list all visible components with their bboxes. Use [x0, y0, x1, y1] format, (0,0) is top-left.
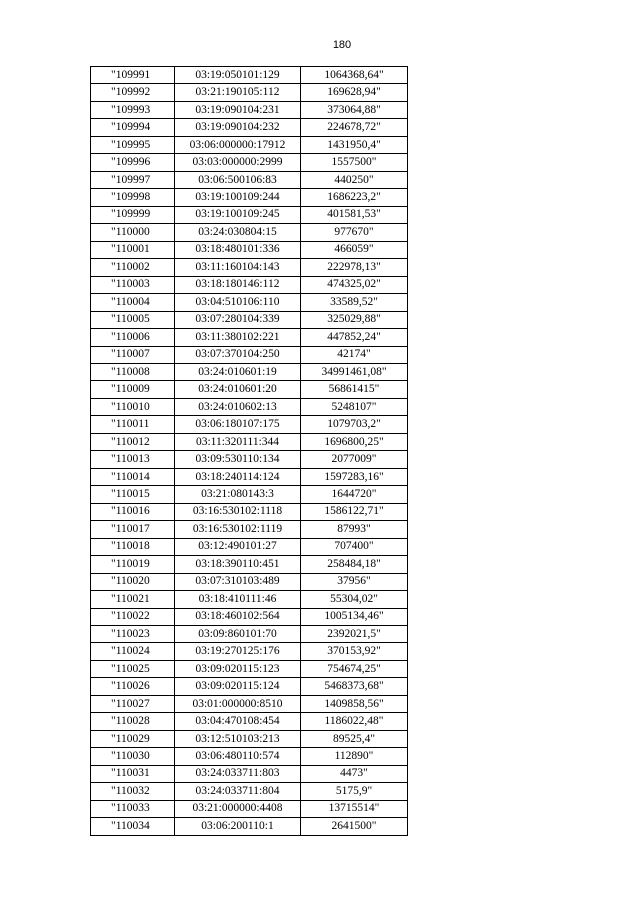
row-id-cell: "110024	[91, 643, 175, 660]
row-id-cell: "110031	[91, 765, 175, 782]
cadastral-value-cell: 1644720"	[301, 486, 408, 503]
cadastral-value-cell: 42174"	[301, 346, 408, 363]
cadastral-number-cell: 03:19:270125:176	[175, 643, 301, 660]
table-row	[91, 503, 408, 520]
cadastral-number-cell: 03:06:500106:83	[175, 171, 301, 188]
cadastral-value-cell: 1597283,16"	[301, 468, 408, 485]
cadastral-number-cell: 03:07:280104:339	[175, 311, 301, 328]
row-id-cell: "109991	[91, 67, 175, 84]
cadastral-value-cell: 474325,02"	[301, 276, 408, 293]
table-row	[91, 783, 408, 800]
table-row	[91, 241, 408, 258]
cadastral-number-cell: 03:01:000000:8510	[175, 695, 301, 712]
table-row	[91, 468, 408, 485]
cadastral-value-cell: 2392021,5"	[301, 626, 408, 643]
table-row	[91, 608, 408, 625]
row-id-cell: "109992	[91, 84, 175, 101]
table-row	[91, 730, 408, 747]
cadastral-number-cell: 03:24:010602:13	[175, 398, 301, 415]
row-id-cell: "110011	[91, 416, 175, 433]
cadastral-number-cell: 03:18:480101:336	[175, 241, 301, 258]
cadastral-number-cell: 03:18:410111:46	[175, 591, 301, 608]
cadastral-value-cell: 222978,13"	[301, 259, 408, 276]
row-id-cell: "110023	[91, 626, 175, 643]
cadastral-value-cell: 224678,72"	[301, 119, 408, 136]
row-id-cell: "110013	[91, 451, 175, 468]
page-number: 180	[332, 39, 352, 51]
cadastral-value-table	[90, 66, 408, 836]
cadastral-value-cell: 55304,02"	[301, 591, 408, 608]
cadastral-value-cell: 1696800,25"	[301, 433, 408, 450]
cadastral-number-cell: 03:11:160104:143	[175, 259, 301, 276]
row-id-cell: "110009	[91, 381, 175, 398]
row-id-cell: "110004	[91, 294, 175, 311]
cadastral-value-cell: 466059"	[301, 241, 408, 258]
cadastral-value-cell: 1005134,46"	[301, 608, 408, 625]
cadastral-number-cell: 03:24:033711:803	[175, 765, 301, 782]
table-row	[91, 346, 408, 363]
cadastral-number-cell: 03:06:200110:1	[175, 818, 301, 835]
cadastral-value-cell: 447852,24"	[301, 329, 408, 346]
table-row	[91, 224, 408, 241]
table-row	[91, 573, 408, 590]
cadastral-value-cell: 4473"	[301, 765, 408, 782]
cadastral-value-cell: 401581,53"	[301, 206, 408, 223]
cadastral-value-cell: 1064368,64"	[301, 67, 408, 84]
table-row	[91, 818, 408, 835]
table-row	[91, 486, 408, 503]
cadastral-value-cell: 5248107"	[301, 398, 408, 415]
cadastral-number-cell: 03:11:380102:221	[175, 329, 301, 346]
table-row	[91, 381, 408, 398]
cadastral-number-cell: 03:04:470108:454	[175, 713, 301, 730]
row-id-cell: "110015	[91, 486, 175, 503]
row-id-cell: "110002	[91, 259, 175, 276]
table-row	[91, 206, 408, 223]
cadastral-value-cell: 33589,52"	[301, 294, 408, 311]
cadastral-value-cell: 37956"	[301, 573, 408, 590]
cadastral-number-cell: 03:24:030804:15	[175, 224, 301, 241]
cadastral-value-cell: 169628,94"	[301, 84, 408, 101]
row-id-cell: "110000	[91, 224, 175, 241]
table-row	[91, 84, 408, 101]
row-id-cell: "110006	[91, 329, 175, 346]
cadastral-value-cell: 258484,18"	[301, 556, 408, 573]
row-id-cell: "110003	[91, 276, 175, 293]
cadastral-number-cell: 03:12:490101:27	[175, 538, 301, 555]
row-id-cell: "110014	[91, 468, 175, 485]
cadastral-value-cell: 2641500"	[301, 818, 408, 835]
cadastral-number-cell: 03:03:000000:2999	[175, 154, 301, 171]
cadastral-number-cell: 03:19:050101:129	[175, 67, 301, 84]
cadastral-value-cell: 1586122,71"	[301, 503, 408, 520]
cadastral-value-cell: 13715514"	[301, 800, 408, 817]
cadastral-value-cell: 1079703,2"	[301, 416, 408, 433]
cadastral-number-cell: 03:06:180107:175	[175, 416, 301, 433]
cadastral-number-cell: 03:04:510106:110	[175, 294, 301, 311]
cadastral-value-cell: 5175,9"	[301, 783, 408, 800]
row-id-cell: "110033	[91, 800, 175, 817]
row-id-cell: "109993	[91, 101, 175, 118]
row-id-cell: "109997	[91, 171, 175, 188]
cadastral-number-cell: 03:07:310103:489	[175, 573, 301, 590]
table-row	[91, 136, 408, 153]
row-id-cell: "110007	[91, 346, 175, 363]
table-row	[91, 67, 408, 84]
table-row	[91, 800, 408, 817]
table-body	[91, 67, 408, 836]
table-row	[91, 556, 408, 573]
cadastral-number-cell: 03:21:000000:4408	[175, 800, 301, 817]
table-row	[91, 259, 408, 276]
cadastral-number-cell: 03:18:240114:124	[175, 468, 301, 485]
cadastral-number-cell: 03:21:080143:3	[175, 486, 301, 503]
cadastral-number-cell: 03:16:530102:1119	[175, 521, 301, 538]
cadastral-value-cell: 112890"	[301, 748, 408, 765]
table-row	[91, 276, 408, 293]
cadastral-number-cell: 03:19:090104:231	[175, 101, 301, 118]
row-id-cell: "110029	[91, 730, 175, 747]
cadastral-number-cell: 03:18:180146:112	[175, 276, 301, 293]
cadastral-number-cell: 03:24:010601:19	[175, 363, 301, 380]
table-row	[91, 521, 408, 538]
table-row	[91, 695, 408, 712]
table-row	[91, 643, 408, 660]
table-row	[91, 660, 408, 677]
cadastral-number-cell: 03:09:020115:124	[175, 678, 301, 695]
row-id-cell: "110019	[91, 556, 175, 573]
table-row	[91, 678, 408, 695]
cadastral-number-cell: 03:06:480110:574	[175, 748, 301, 765]
cadastral-number-cell: 03:12:510103:213	[175, 730, 301, 747]
table-row	[91, 294, 408, 311]
cadastral-value-cell: 1431950,4"	[301, 136, 408, 153]
cadastral-value-cell: 87993"	[301, 521, 408, 538]
row-id-cell: "110025	[91, 660, 175, 677]
cadastral-number-cell: 03:06:000000:17912	[175, 136, 301, 153]
table-row	[91, 765, 408, 782]
table-row	[91, 451, 408, 468]
row-id-cell: "110008	[91, 363, 175, 380]
cadastral-value-cell: 325029,88"	[301, 311, 408, 328]
row-id-cell: "110027	[91, 695, 175, 712]
cadastral-number-cell: 03:19:100109:244	[175, 189, 301, 206]
cadastral-number-cell: 03:09:530110:134	[175, 451, 301, 468]
row-id-cell: "110028	[91, 713, 175, 730]
cadastral-value-cell: 370153,92"	[301, 643, 408, 660]
table-row	[91, 416, 408, 433]
cadastral-number-cell: 03:18:460102:564	[175, 608, 301, 625]
table-row	[91, 713, 408, 730]
cadastral-number-cell: 03:21:190105:112	[175, 84, 301, 101]
table-row	[91, 171, 408, 188]
row-id-cell: "110016	[91, 503, 175, 520]
row-id-cell: "109995	[91, 136, 175, 153]
cadastral-number-cell: 03:24:010601:20	[175, 381, 301, 398]
table-row	[91, 433, 408, 450]
row-id-cell: "110022	[91, 608, 175, 625]
table-row	[91, 329, 408, 346]
row-id-cell: "110005	[91, 311, 175, 328]
row-id-cell: "110030	[91, 748, 175, 765]
table-row	[91, 119, 408, 136]
cadastral-value-cell: 34991461,08"	[301, 363, 408, 380]
cadastral-value-cell: 1557500"	[301, 154, 408, 171]
cadastral-number-cell: 03:16:530102:1118	[175, 503, 301, 520]
row-id-cell: "110034	[91, 818, 175, 835]
table-row	[91, 591, 408, 608]
cadastral-value-cell: 440250"	[301, 171, 408, 188]
row-id-cell: "110012	[91, 433, 175, 450]
cadastral-value-cell: 977670"	[301, 224, 408, 241]
table-row	[91, 101, 408, 118]
cadastral-value-cell: 5468373,68"	[301, 678, 408, 695]
table-row	[91, 363, 408, 380]
cadastral-number-cell: 03:24:033711:804	[175, 783, 301, 800]
cadastral-value-cell: 56861415"	[301, 381, 408, 398]
table-row	[91, 538, 408, 555]
cadastral-number-cell: 03:19:090104:232	[175, 119, 301, 136]
cadastral-number-cell: 03:09:860101:70	[175, 626, 301, 643]
cadastral-value-cell: 754674,25"	[301, 660, 408, 677]
row-id-cell: "110001	[91, 241, 175, 258]
cadastral-value-cell: 1409858,56"	[301, 695, 408, 712]
cadastral-number-cell: 03:11:320111:344	[175, 433, 301, 450]
cadastral-number-cell: 03:18:390110:451	[175, 556, 301, 573]
table-row	[91, 748, 408, 765]
table-row	[91, 398, 408, 415]
cadastral-value-cell: 2077009"	[301, 451, 408, 468]
row-id-cell: "110032	[91, 783, 175, 800]
row-id-cell: "110021	[91, 591, 175, 608]
table-row	[91, 626, 408, 643]
row-id-cell: "110026	[91, 678, 175, 695]
row-id-cell: "109994	[91, 119, 175, 136]
cadastral-number-cell: 03:09:020115:123	[175, 660, 301, 677]
row-id-cell: "109999	[91, 206, 175, 223]
row-id-cell: "110010	[91, 398, 175, 415]
cadastral-value-cell: 707400"	[301, 538, 408, 555]
cadastral-value-cell: 373064,88"	[301, 101, 408, 118]
cadastral-number-cell: 03:19:100109:245	[175, 206, 301, 223]
cadastral-value-cell: 89525,4"	[301, 730, 408, 747]
table-row	[91, 189, 408, 206]
row-id-cell: "110017	[91, 521, 175, 538]
row-id-cell: "110018	[91, 538, 175, 555]
cadastral-value-cell: 1186022,48"	[301, 713, 408, 730]
cadastral-value-cell: 1686223,2"	[301, 189, 408, 206]
row-id-cell: "110020	[91, 573, 175, 590]
row-id-cell: "109998	[91, 189, 175, 206]
cadastral-number-cell: 03:07:370104:250	[175, 346, 301, 363]
row-id-cell: "109996	[91, 154, 175, 171]
table-row	[91, 154, 408, 171]
table-row	[91, 311, 408, 328]
